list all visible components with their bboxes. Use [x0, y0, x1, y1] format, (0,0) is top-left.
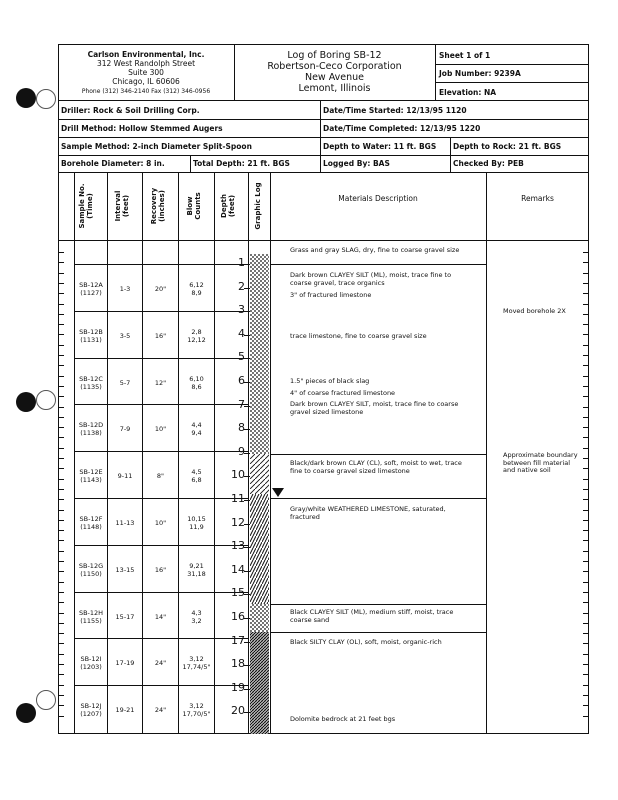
margin-tick [58, 695, 64, 696]
margin-tick [583, 685, 589, 686]
sample-recovery: 16" [154, 565, 167, 574]
col-header-materials: Materials Description [338, 194, 418, 203]
sample-interval: 11-13 [115, 519, 135, 527]
col-header-depth: Depth (feet) [220, 194, 236, 218]
graphic-limestone [250, 494, 269, 604]
depth-to-water: Depth to Water: 11 ft. BGS [323, 142, 437, 151]
depth-tick-label: 9 [238, 444, 245, 458]
margin-tick [583, 695, 589, 696]
margin-tick [583, 499, 589, 500]
company-address1: 312 West Randolph Street [96, 59, 196, 68]
depth-to-rock: Depth to Rock: 21 ft. BGS [453, 142, 562, 151]
depth-tick-label: 20 [231, 704, 245, 718]
sample-blow-counts-2: 31,18 [187, 569, 206, 578]
sample-blow-counts-2: 8,6 [191, 382, 202, 391]
margin-tick [58, 551, 64, 552]
sample-interval: 3-5 [119, 331, 131, 340]
logged-by: Logged By: BAS [323, 159, 390, 168]
sample-time: (1143) [80, 476, 102, 485]
margin-tick [58, 654, 64, 655]
margin-tick [583, 252, 589, 253]
sample-row-divider [74, 264, 248, 265]
margin-tick [583, 345, 589, 346]
sample-number: SB-12E [79, 468, 103, 477]
sample-blow-counts-2: 3,2 [191, 616, 202, 625]
depth-tick-label: 13 [231, 539, 245, 553]
sample-time: (1148) [80, 523, 102, 531]
sample-recovery: 24" [154, 659, 167, 668]
sample-blow-counts: 9,21 [189, 561, 204, 570]
margin-tick [58, 314, 64, 315]
margin-tick [583, 510, 589, 511]
margin-tick [583, 602, 589, 603]
margin-tick [58, 716, 64, 717]
elevation: Elevation: NA [439, 88, 497, 97]
remark-moved-borehole: Moved borehole 2X [503, 307, 566, 315]
sample-number: SB-12F [79, 515, 103, 523]
sample-time: (1150) [80, 569, 102, 578]
site-street: New Avenue [304, 72, 365, 83]
sample-recovery: 10" [154, 519, 167, 527]
graphic-log [250, 254, 269, 734]
margin-tick [58, 561, 64, 562]
sample-interval: 7-9 [119, 425, 131, 434]
margin-tick [583, 540, 589, 541]
margin-tick [58, 376, 64, 377]
depth-tick-label: 8 [238, 421, 245, 435]
job-number: Job Number: 9239A [439, 69, 521, 78]
sample-row-divider [74, 311, 248, 312]
margin-tick [58, 674, 64, 675]
sample-row-divider [74, 545, 248, 546]
margin-tick [583, 716, 589, 717]
margin-tick [58, 427, 64, 428]
depth-tick-label: 16 [231, 610, 245, 623]
margin-tick [58, 262, 64, 263]
margin-tick [58, 365, 64, 366]
margin-tick [583, 386, 589, 387]
margin-tick [58, 623, 64, 624]
desc-black-clayey-silt: Black CLAYEY SILT (ML), medium stiff, moist, trace coarse sand [290, 608, 454, 624]
sample-row-divider [74, 685, 248, 686]
margin-tick [583, 520, 589, 521]
margin-tick [58, 448, 64, 449]
company-name: Carlson Environmental, Inc. [87, 50, 205, 59]
binder-hole-middle [16, 392, 36, 412]
water-level-icon [272, 488, 284, 498]
sample-row-divider [74, 592, 248, 593]
margin-tick [583, 674, 589, 675]
sample-interval: 1-3 [119, 285, 131, 293]
margin-tick [58, 582, 64, 583]
depth-tick-label: 3 [238, 303, 245, 317]
depth-tick-label: 17 [231, 633, 245, 647]
margin-tick [583, 427, 589, 428]
margin-tick [583, 530, 589, 531]
margin-tick [583, 592, 589, 593]
date-completed: Date/Time Completed: 12/13/95 1220 [323, 124, 481, 133]
margin-tick [58, 458, 64, 459]
total-depth: Total Depth: 21 ft. BGS [193, 159, 290, 168]
client-name: Robertson-Ceco Corporation [267, 61, 402, 72]
margin-tick [58, 613, 64, 614]
margin-tick [58, 664, 64, 665]
sample-blow-counts-2: 9,4 [191, 429, 202, 438]
margin-tick [58, 407, 64, 408]
margin-tick [583, 293, 589, 294]
drill-method: Drill Method: Hollow Stemmed Augers [61, 124, 223, 133]
sample-interval: 17-19 [115, 659, 135, 668]
depth-tick-label: 5 [238, 350, 245, 364]
margin-tick [583, 448, 589, 449]
sample-blow-counts: 4,3 [191, 608, 202, 617]
depth-tick-label: 2 [238, 279, 245, 293]
remark-boundary: Approximate boundary between fill material and native soil [503, 451, 578, 474]
margin-tick [58, 520, 64, 521]
depth-tick-label: 7 [238, 397, 245, 411]
sample-recovery: 16" [154, 331, 167, 340]
sample-recovery: 24" [154, 706, 167, 715]
sample-interval: 15-17 [115, 612, 135, 621]
depth-tick-label: 19 [231, 680, 245, 694]
col-header-graphic-log: Graphic Log [254, 182, 262, 230]
margin-tick [583, 417, 589, 418]
margin-tick [583, 613, 589, 614]
sample-time: (1135) [80, 382, 102, 391]
sample-number: SB-12I [80, 655, 102, 664]
margin-tick [58, 468, 64, 469]
desc-bedrock: Dolomite bedrock at 21 feet bgs [290, 715, 396, 723]
sample-blow-counts: 4,5 [191, 468, 202, 477]
sample-number: SB-12A [79, 281, 103, 289]
margin-tick [583, 468, 589, 469]
margin-tick [58, 396, 64, 397]
sample-row-divider [74, 498, 248, 499]
desc-clay: Black/dark brown CLAY (CL), soft, moist to wet, trace fine to coarse gravel sized limestone [290, 459, 462, 475]
sample-recovery: 14" [154, 612, 167, 621]
sample-blow-counts: 3,12 [189, 702, 204, 711]
sample-blow-counts: 6,12 [189, 281, 204, 289]
margin-tick [583, 623, 589, 624]
sample-time: (1131) [80, 335, 102, 344]
depth-tick-label: 12 [231, 515, 245, 529]
sample-recovery: 20" [154, 285, 167, 293]
margin-tick [58, 685, 64, 686]
margin-tick [58, 437, 64, 438]
desc-clayey-silt: Dark brown CLAYEY SILT (ML), moist, trace fine to coarse gravel, trace organics [290, 271, 452, 287]
graphic-fill-silt [250, 254, 269, 454]
desc-trace-limestone: trace limestone, fine to coarse gravel size [290, 332, 427, 340]
depth-tick-label: 10 [231, 468, 245, 482]
sample-row-divider [74, 638, 248, 639]
graphic-clay [250, 454, 269, 494]
margin-tick [58, 540, 64, 541]
sample-method: Sample Method: 2-inch Diameter Split-Spoon [61, 142, 252, 151]
margin-tick [583, 551, 589, 552]
sample-time: (1207) [80, 710, 102, 719]
margin-tick [583, 458, 589, 459]
sample-number: SB-12C [79, 374, 103, 383]
margin-tick [583, 324, 589, 325]
sample-recovery: 10" [154, 425, 167, 434]
margin-tick [583, 664, 589, 665]
margin-tick [58, 304, 64, 305]
binder-hole-top [16, 88, 36, 108]
sheet-number: Sheet 1 of 1 [439, 51, 491, 60]
margin-tick [58, 633, 64, 634]
margin-tick [58, 324, 64, 325]
margin-tick [583, 396, 589, 397]
desc-slag-pieces: 1.5" pieces of black slag [290, 377, 370, 385]
sample-time: (1127) [80, 289, 102, 297]
graphic-clayey-silt [250, 604, 269, 632]
sample-number: SB-12H [78, 608, 104, 617]
margin-tick [58, 530, 64, 531]
col-header-interval: Interval (feet) [114, 190, 130, 222]
depth-tick-label: 4 [238, 326, 245, 340]
desc-weathered-limestone: Gray/white WEATHERED LIMESTONE, saturated, fractured [290, 505, 446, 521]
company-phone: Phone (312) 346-2140 Fax (312) 346-0956 [81, 88, 211, 95]
sample-time: (1203) [80, 663, 102, 672]
margin-tick [583, 479, 589, 480]
depth-tick-label: 11 [231, 492, 245, 505]
desc-coarse-limestone: 4" of coarse fractured limestone [290, 389, 396, 397]
margin-tick [58, 386, 64, 387]
margin-tick [583, 376, 589, 377]
margin-tick [583, 633, 589, 634]
margin-tick [583, 262, 589, 263]
margin-tick [583, 571, 589, 572]
sample-blow-counts: 10,15 [187, 515, 206, 523]
depth-tick-label: 15 [231, 586, 245, 600]
margin-tick [58, 273, 64, 274]
margin-tick [58, 705, 64, 706]
date-started: Date/Time Started: 12/13/95 1120 [323, 106, 467, 115]
col-header-sample: Sample No. (Time) [78, 183, 94, 229]
sample-row-divider [74, 404, 248, 405]
sample-recovery: 12" [154, 378, 167, 387]
margin-tick [58, 479, 64, 480]
col-header-remarks: Remarks [521, 194, 554, 203]
sample-blow-counts: 4,4 [191, 421, 202, 430]
desc-silty-clay: Black SILTY CLAY (OL), soft, moist, organic-rich [290, 638, 442, 646]
sample-interval: 5-7 [119, 378, 131, 387]
margin-tick [58, 334, 64, 335]
margin-tick [583, 283, 589, 284]
margin-tick [58, 602, 64, 603]
sample-number: SB-12B [79, 327, 103, 336]
binder-ring-bottom [36, 690, 56, 710]
sample-row-divider [74, 358, 248, 359]
depth-tick-label: 6 [238, 374, 245, 387]
sample-time: (1155) [80, 616, 102, 625]
sample-blow-counts-2: 8,9 [191, 289, 202, 297]
col-header-recovery: Recovery (inches) [150, 187, 166, 225]
margin-tick [58, 283, 64, 284]
margin-tick [583, 304, 589, 305]
margin-tick [583, 654, 589, 655]
sample-interval: 9-11 [117, 472, 133, 481]
depth-tick-label: 14 [231, 562, 245, 576]
sample-blow-counts: 3,12 [189, 655, 204, 664]
sample-blow-counts: 6,10 [189, 374, 204, 383]
sample-blow-counts: 2,8 [191, 327, 202, 336]
sample-row-divider [74, 451, 248, 452]
sample-recovery: 8" [156, 472, 165, 481]
margin-tick [583, 407, 589, 408]
margin-tick [583, 705, 589, 706]
site-city: Lemont, Illinois [298, 83, 371, 94]
margin-tick [58, 293, 64, 294]
company-city: Chicago, IL 60606 [112, 77, 180, 86]
sample-blow-counts-2: 17,70/5" [182, 710, 211, 719]
margin-tick [58, 571, 64, 572]
sample-number: SB-12D [78, 421, 104, 430]
margin-tick [583, 561, 589, 562]
checked-by: Checked By: PEB [453, 159, 524, 168]
binder-hole-bottom [16, 703, 36, 723]
desc-dark-clayey-silt: Dark brown CLAYEY SILT, moist, trace fine to coarse gravel sized limestone [290, 400, 459, 416]
margin-tick [583, 582, 589, 583]
margin-tick [58, 499, 64, 500]
margin-tick [583, 273, 589, 274]
depth-tick-label: 18 [231, 657, 245, 671]
binder-ring-top [36, 89, 56, 109]
sample-blow-counts-2: 17,74/5" [182, 663, 211, 672]
margin-tick [583, 314, 589, 315]
margin-tick [58, 592, 64, 593]
sample-interval: 19-21 [115, 706, 135, 715]
margin-tick [58, 417, 64, 418]
graphic-silty-clay [250, 632, 269, 734]
sample-interval: 13-15 [115, 565, 135, 574]
desc-slag: Grass and gray SLAG, dry, fine to coarse gravel size [290, 246, 460, 254]
margin-tick [583, 334, 589, 335]
sample-time: (1138) [80, 429, 102, 438]
sample-blow-counts-2: 11,9 [189, 523, 204, 531]
depth-tick-label: 1 [238, 256, 245, 269]
sample-number: SB-12J [80, 702, 102, 711]
binder-ring-middle [36, 390, 56, 410]
company-address2: Suite 300 [128, 68, 164, 77]
margin-tick [58, 510, 64, 511]
sample-blow-counts-2: 6,8 [191, 476, 202, 485]
margin-tick [58, 252, 64, 253]
margin-tick [583, 355, 589, 356]
borehole-diameter: Borehole Diameter: 8 in. [61, 159, 165, 168]
margin-tick [583, 643, 589, 644]
margin-tick [583, 489, 589, 490]
sample-blow-counts-2: 12,12 [187, 335, 206, 344]
margin-tick [58, 355, 64, 356]
margin-tick [58, 489, 64, 490]
sample-number: SB-12G [78, 561, 104, 570]
margin-tick [583, 437, 589, 438]
margin-tick [583, 365, 589, 366]
desc-fractured-limestone: 3" of fractured limestone [290, 291, 372, 299]
col-header-blow-counts: Blow Counts [186, 192, 202, 220]
log-title: Log of Boring SB-12 [287, 50, 382, 61]
driller: Driller: Rock & Soil Drilling Corp. [61, 106, 200, 115]
margin-tick [58, 643, 64, 644]
margin-tick [58, 345, 64, 346]
